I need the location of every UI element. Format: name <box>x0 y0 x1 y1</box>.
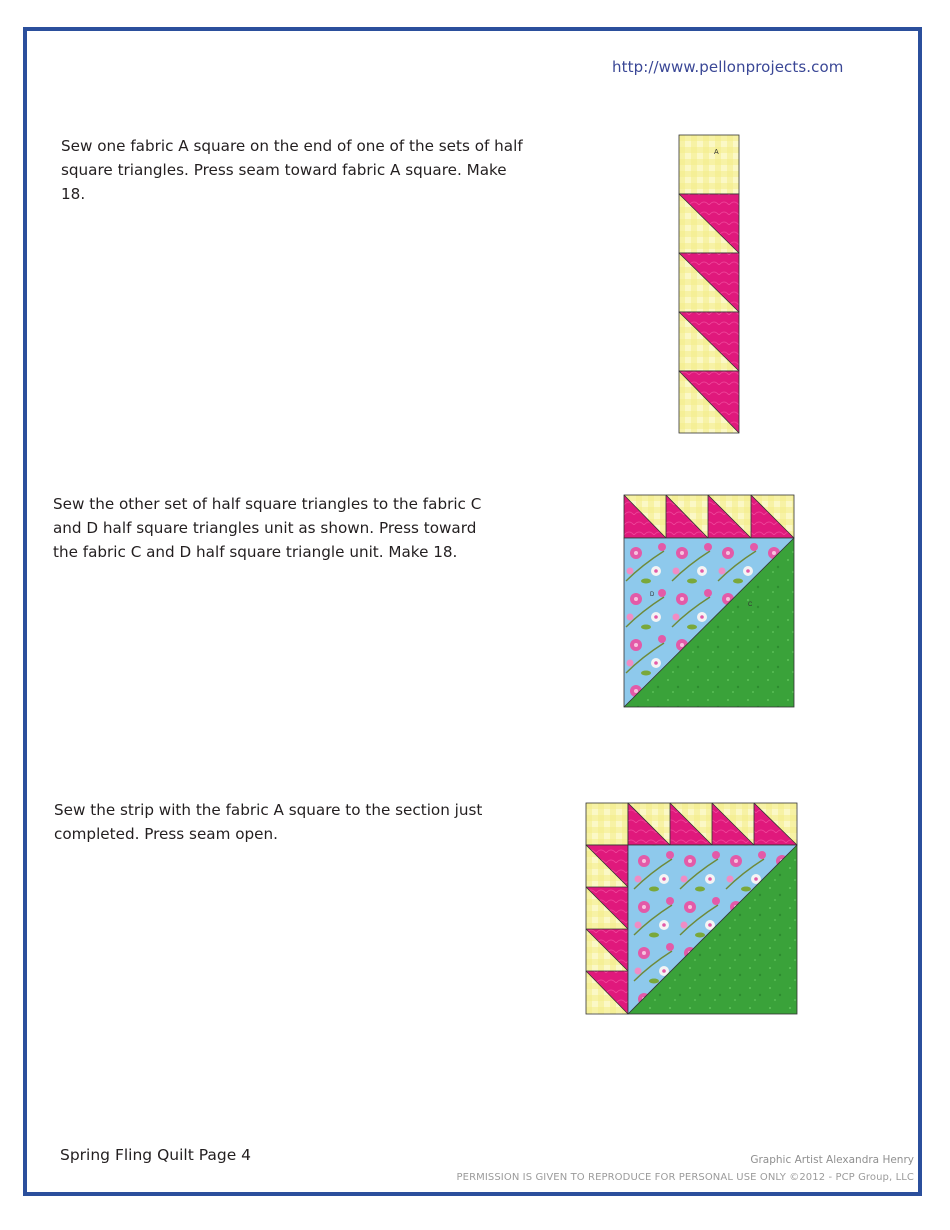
footer-page-title: Spring Fling Quilt Page 4 <box>60 1146 252 1164</box>
step-2-text: Sew the other set of half square triangles to the fabric C and D half square triangles unit as shown. Press toward the fabric C and D half square triangle unit. Make 18. <box>53 495 482 561</box>
hst-1 <box>679 194 739 253</box>
top-hst-row <box>624 495 794 538</box>
unit-figure <box>624 495 794 707</box>
block-top-hst-row <box>628 803 797 845</box>
step-3-text: Sew the strip with the fabric A square to the section just completed. Press seam open. <box>54 801 483 843</box>
cd-hst-unit <box>624 538 794 707</box>
permission-notice: PERMISSION IS GIVEN TO REPRODUCE FOR PERSONAL USE ONLY ©2012 - PCP Group, LLC <box>456 1172 914 1183</box>
hst-4 <box>679 371 739 433</box>
fabric-a-square <box>679 135 739 194</box>
strip-figure <box>679 135 739 433</box>
hst-3 <box>679 312 739 371</box>
block-corner-square <box>586 803 628 845</box>
completed-block-figure <box>586 803 797 1014</box>
graphic-artist-credit: Graphic Artist Alexandra Henry <box>750 1154 914 1166</box>
block-left-hst-column <box>586 845 628 1014</box>
step-1-text: Sew one fabric A square on the end of one of the sets of half square triangles. Press seam toward fabric A square. Make 18. <box>61 137 523 203</box>
hst-2 <box>679 253 739 312</box>
fabric-c-label: C <box>748 602 753 608</box>
block-center-hst <box>628 845 797 1014</box>
fabric-d-label: D <box>650 592 655 598</box>
fabric-a-label: A <box>714 149 719 156</box>
website-url[interactable]: http://www.pellonprojects.com <box>612 58 844 76</box>
